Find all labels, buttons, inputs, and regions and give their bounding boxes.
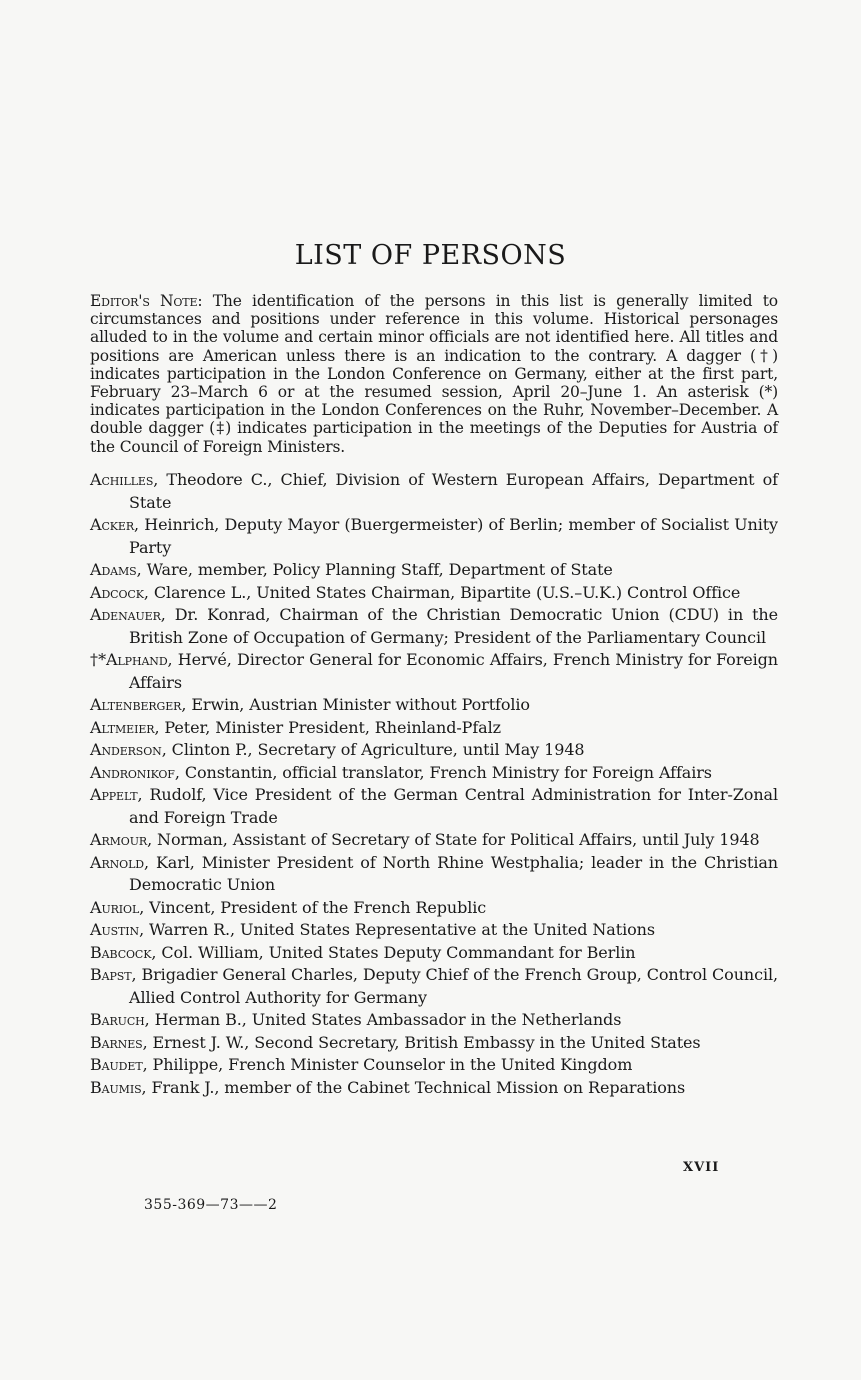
- person-surname: Altenberger: [90, 695, 182, 714]
- person-surname: Acker: [90, 515, 135, 534]
- person-entry: [90, 919, 778, 942]
- person-surname: Adams: [90, 560, 137, 579]
- person-description: , Col. William, United States Deputy Commandant for Berlin: [151, 942, 636, 962]
- person-entry: [90, 897, 778, 920]
- person-description: , Theodore C., Chief, Division of Western European Affairs, Department of State: [129, 470, 778, 512]
- person-surname: Baudet: [90, 1055, 143, 1074]
- participation-mark: †*: [90, 650, 106, 669]
- page-title: LIST OF PERSONS: [294, 240, 567, 271]
- person-surname: Appelt: [90, 785, 138, 804]
- person-surname: Arnold: [90, 852, 145, 872]
- person-description: , Karl, Minister President of North Rhine Westphalia; leader in the Christian Democratic Union: [129, 852, 778, 894]
- person-surname: Barnes: [90, 1032, 143, 1052]
- editors-note: [90, 292, 778, 456]
- person-entry: [90, 942, 778, 965]
- person-description: , Peter, Minister President, Rheinland-Pfalz: [154, 717, 501, 737]
- editors-note-label: Editor's Note: [90, 292, 198, 310]
- persons-list: [90, 469, 778, 1099]
- person-entry: [90, 1077, 778, 1100]
- person-surname: Andronikof: [90, 762, 175, 782]
- person-entry: [90, 739, 778, 762]
- person-entry: [90, 582, 778, 605]
- person-entry: [90, 829, 778, 852]
- person-entry: [90, 717, 778, 740]
- person-description: , Dr. Konrad, Chairman of the Christian Democratic Union (CDU) in the British Zone of Occupation of Germany; President of the Parliamentary Council: [129, 605, 778, 647]
- person-description: , Brigadier General Charles, Deputy Chief of the French Group, Control Council, Allied Control Authority for Germany: [129, 965, 778, 1007]
- person-entry: [90, 1032, 778, 1055]
- person-surname: Baruch: [90, 1010, 145, 1029]
- person-surname: Achilles: [90, 470, 154, 489]
- person-description: , Frank J., member of the Cabinet Technical Mission on Reparations: [141, 1077, 686, 1097]
- person-surname: Adenauer: [90, 605, 161, 624]
- person-surname: Altmeier: [90, 717, 155, 737]
- person-surname: Adcock: [90, 582, 144, 602]
- person-description: , Warren R., United States Representative at the United Nations: [139, 920, 655, 939]
- person-description: , Hervé, Director General for Economic Affairs, French Ministry for Foreign Affairs: [129, 650, 778, 692]
- person-description: , Herman B., United States Ambassador in the Netherlands: [144, 1010, 622, 1029]
- person-entry: [90, 559, 778, 582]
- person-entry: [90, 514, 778, 559]
- person-surname: Austin: [90, 920, 140, 939]
- person-description: , Norman, Assistant of Secretary of State for Political Affairs, until July 1948: [147, 830, 760, 849]
- person-description: , Ernest J. W., Second Secretary, British Embassy in the United States: [142, 1032, 701, 1052]
- person-entry: [90, 784, 778, 829]
- editors-note-text: : The identification of the persons in this list is generally limited to circumstances and positions under reference in this volume. Historical personages alluded to in the volume and certain minor officials are not identified here. All titles and positions are American unless there is an indication to the contrary. A dagger (†) indicates participation in the London Conference on Germany, either at the first part, February 23–March 6 or at the resumed session, April 20–June 1. An asterisk (*) indicates participation in the London Conferences on the Ruhr, November–December. A double dagger (‡) indicates participation in the meetings of the Deputies for Austria of the Council of Foreign Ministers.: [90, 292, 778, 456]
- person-surname: Anderson: [90, 740, 162, 759]
- person-entry: [90, 1009, 778, 1032]
- person-surname: Alphand: [106, 650, 168, 669]
- person-description: , Heinrich, Deputy Mayor (Buergermeister) of Berlin; member of Socialist Unity Party: [129, 515, 778, 557]
- person-entry: [90, 604, 778, 649]
- person-surname: Bapst: [90, 965, 132, 984]
- print-code: 355-369—73——2: [144, 1197, 278, 1213]
- person-description: , Philippe, French Minister Counselor in the United Kingdom: [142, 1055, 633, 1074]
- person-surname: Auriol: [90, 897, 140, 917]
- person-entry: [90, 694, 778, 717]
- person-description: , Erwin, Austrian Minister without Portfolio: [181, 695, 530, 714]
- person-description: , Ware, member, Policy Planning Staff, Department of State: [136, 560, 613, 579]
- person-entry: [90, 469, 778, 514]
- person-entry: [90, 1054, 778, 1077]
- person-surname: Armour: [90, 830, 148, 849]
- person-description: , Rudolf, Vice President of the German Central Administration for Inter-Zonal and Foreign Trade: [129, 785, 778, 827]
- person-description: , Clinton P., Secretary of Agriculture, until May 1948: [161, 740, 585, 759]
- page-number: XVII: [683, 1160, 720, 1175]
- person-surname: Baumis: [90, 1077, 142, 1097]
- person-description: , Vincent, President of the French Republic: [139, 897, 487, 917]
- person-entry: [90, 762, 778, 785]
- person-description: , Clarence L., United States Chairman, Bipartite (U.S.–U.K.) Control Office: [143, 582, 741, 602]
- person-description: , Constantin, official translator, French Ministry for Foreign Affairs: [174, 762, 712, 782]
- person-entry: [90, 964, 778, 1009]
- person-entry: [90, 852, 778, 897]
- person-entry: [90, 649, 778, 694]
- person-surname: Babcock: [90, 942, 152, 962]
